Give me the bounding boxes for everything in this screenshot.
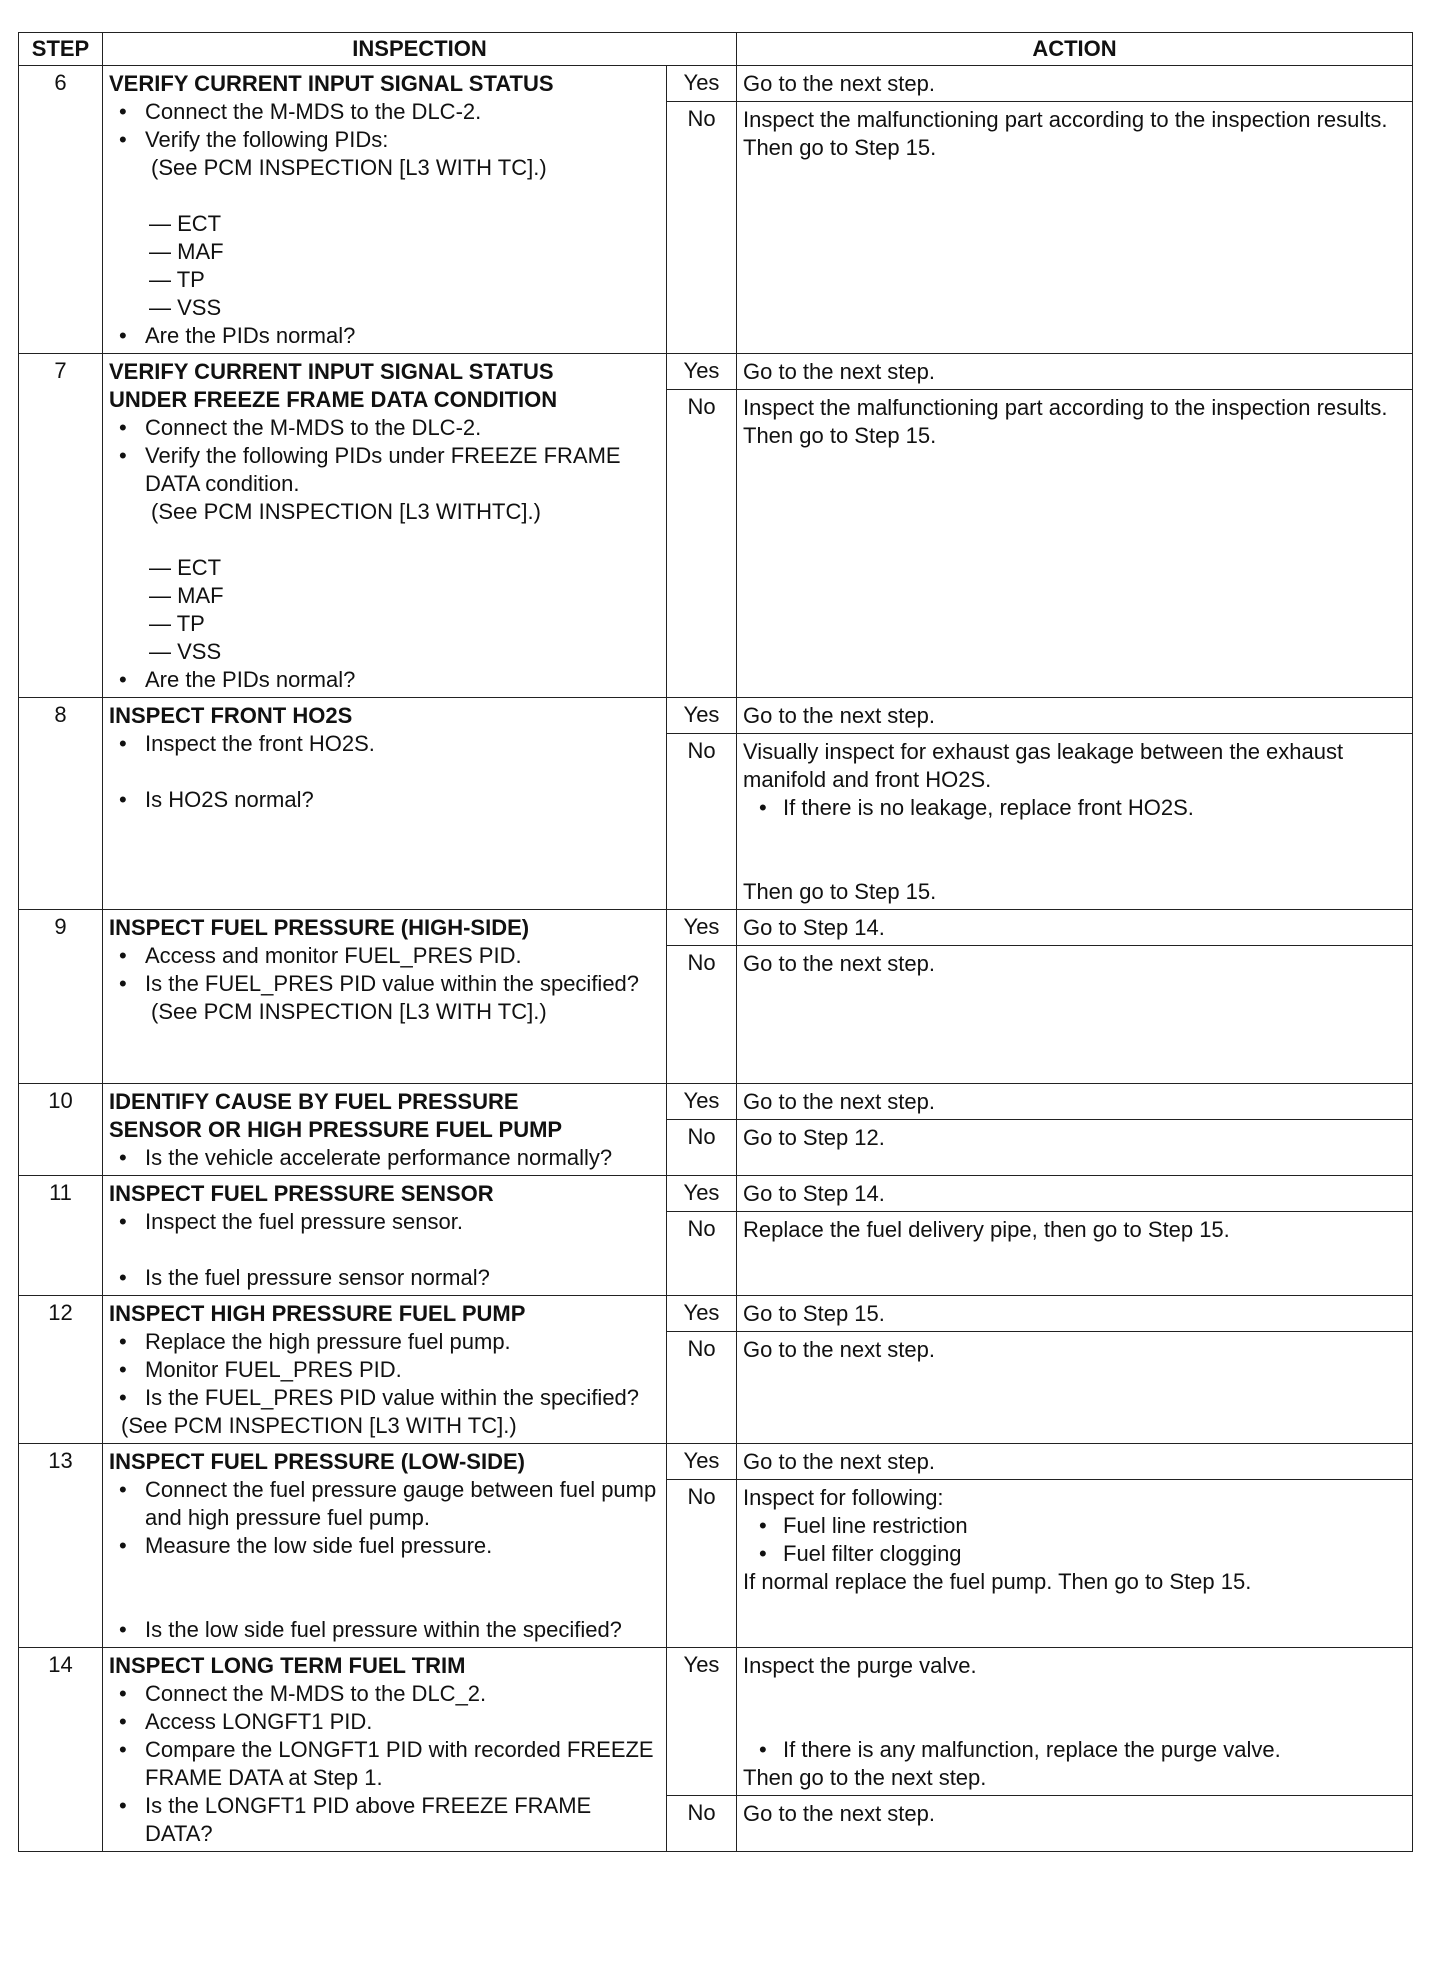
action-bullet: • Fuel line restriction (783, 1512, 1406, 1540)
step-6-inspection (103, 66, 667, 354)
action-no: Inspect the malfunctioning part according to the inspection results. Then go to Step 15. (737, 102, 1413, 354)
answer-yes: Yes (667, 354, 737, 390)
answer-yes: Yes (667, 910, 737, 946)
action-no: Inspect the malfunctioning part according to the inspection results. Then go to Step 15. (737, 390, 1413, 698)
pid-item: — ECT (149, 211, 222, 236)
step-number: 13 (19, 1444, 103, 1648)
step-12-inspection (103, 1296, 667, 1444)
inspection-question: • Are the PIDs normal? (145, 322, 660, 350)
answer-yes: Yes (667, 1084, 737, 1120)
inspection-bullet: • Verify the following PIDs: (See PCM INSPECTION [L3 WITH TC].) (145, 126, 660, 182)
action-yes: Go to Step 15. (737, 1296, 1413, 1332)
step-number: 11 (19, 1176, 103, 1296)
reference-note: (See PCM INSPECTION [L3 WITH TC].) (121, 1413, 517, 1438)
action-no: Go to the next step. (737, 1332, 1413, 1444)
action-bullet: • If there is no leakage, replace front HO2S. (783, 794, 1406, 822)
step-number: 10 (19, 1084, 103, 1176)
step-title: INSPECT FRONT HO2S (109, 703, 353, 728)
answer-yes: Yes (667, 66, 737, 102)
action-yes: Inspect the purge valve. • If there is any malfunction, replace the purge valve. Then go to the next step. (737, 1648, 1413, 1796)
inspection-bullet: • Compare the LONGFT1 PID with recorded FREEZE FRAME DATA at Step 1. (145, 1736, 660, 1792)
step-title: INSPECT HIGH PRESSURE FUEL PUMP (109, 1301, 526, 1326)
step-14-inspection (103, 1648, 667, 1852)
action-bullet: • Fuel filter clogging (783, 1540, 1406, 1568)
answer-yes: Yes (667, 1176, 737, 1212)
step-title: IDENTIFY CAUSE BY FUEL PRESSURE (109, 1089, 519, 1114)
answer-no: No (667, 1480, 737, 1648)
step-11-inspection (103, 1176, 667, 1296)
action-yes: Go to Step 14. (737, 910, 1413, 946)
step-number: 9 (19, 910, 103, 1084)
diagnostic-procedure-table-container (18, 32, 1412, 1852)
answer-no: No (667, 1120, 737, 1176)
reference-note: (See PCM INSPECTION [L3 WITH TC].) (151, 155, 547, 180)
header-action: ACTION (737, 33, 1413, 66)
step-11-yes-row (19, 1176, 1413, 1212)
step-6-yes-row (19, 66, 1413, 102)
step-7-yes-row (19, 354, 1413, 390)
reference-note: (See PCM INSPECTION [L3 WITHTC].) (151, 499, 541, 524)
step-10-inspection (103, 1084, 667, 1176)
reference-note: (See PCM INSPECTION [L3 WITH TC].) (151, 999, 547, 1024)
step-10-yes-row (19, 1084, 1413, 1120)
step-number: 6 (19, 66, 103, 354)
pid-item: — VSS (149, 639, 222, 664)
step-8-inspection (103, 698, 667, 910)
action-no: Go to the next step. (737, 946, 1413, 1084)
answer-yes: Yes (667, 698, 737, 734)
step-8-yes-row (19, 698, 1413, 734)
step-13-yes-row (19, 1444, 1413, 1480)
inspection-bullet: • Access and monitor FUEL_PRES PID. (145, 942, 660, 970)
answer-yes: Yes (667, 1296, 737, 1332)
answer-yes: Yes (667, 1444, 737, 1480)
step-9-inspection (103, 910, 667, 1084)
inspection-question: • Is the vehicle accelerate performance normally? (145, 1144, 660, 1172)
action-no: Go to Step 12. (737, 1120, 1413, 1176)
pid-item: — MAF (149, 583, 224, 608)
inspection-bullet: • Connect the M-MDS to the DLC_2. (145, 1680, 660, 1708)
step-7-inspection (103, 354, 667, 698)
step-title-cont: UNDER FREEZE FRAME DATA CONDITION (109, 387, 558, 412)
inspection-bullet: • Replace the high pressure fuel pump. (145, 1328, 660, 1356)
step-title: INSPECT LONG TERM FUEL TRIM (109, 1653, 466, 1678)
step-number: 12 (19, 1296, 103, 1444)
answer-no: No (667, 1796, 737, 1852)
answer-yes: Yes (667, 1648, 737, 1796)
header-row (19, 33, 1413, 66)
step-14-yes-row (19, 1648, 1413, 1796)
step-title: VERIFY CURRENT INPUT SIGNAL STATUS (109, 71, 554, 96)
inspection-question: • Is the FUEL_PRES PID value within the specified? (145, 1384, 660, 1412)
inspection-bullet: • Inspect the fuel pressure sensor. (145, 1208, 660, 1236)
action-yes: Go to the next step. (737, 1444, 1413, 1480)
inspection-question: • Is HO2S normal? (145, 786, 660, 814)
action-no: Visually inspect for exhaust gas leakage between the exhaust manifold and front HO2S. • If there is no leakage, replace front HO2S. Then go to Step 15. (737, 734, 1413, 910)
answer-no: No (667, 734, 737, 910)
action-no: Go to the next step. (737, 1796, 1413, 1852)
inspection-bullet: • Connect the fuel pressure gauge between fuel pump and high pressure fuel pump. (145, 1476, 660, 1532)
step-12-yes-row (19, 1296, 1413, 1332)
action-yes: Go to Step 14. (737, 1176, 1413, 1212)
answer-no: No (667, 1332, 737, 1444)
step-title: VERIFY CURRENT INPUT SIGNAL STATUS (109, 359, 554, 384)
action-no: Replace the fuel delivery pipe, then go to Step 15. (737, 1212, 1413, 1296)
step-title: INSPECT FUEL PRESSURE (LOW-SIDE) (109, 1449, 525, 1474)
pid-item: — TP (149, 611, 205, 636)
step-number: 14 (19, 1648, 103, 1852)
diagnostic-procedure-table (18, 32, 1413, 1852)
action-yes: Go to the next step. (737, 1084, 1413, 1120)
inspection-bullet: • Monitor FUEL_PRES PID. (145, 1356, 660, 1384)
action-yes: Go to the next step. (737, 698, 1413, 734)
answer-no: No (667, 1212, 737, 1296)
answer-no: No (667, 390, 737, 698)
inspection-bullet: • Access LONGFT1 PID. (145, 1708, 660, 1736)
inspection-bullet: • Inspect the front HO2S. (145, 730, 660, 758)
inspection-question: • Is the LONGFT1 PID above FREEZE FRAME DATA? (145, 1792, 660, 1848)
step-13-inspection (103, 1444, 667, 1648)
action-yes: Go to the next step. (737, 354, 1413, 390)
inspection-bullet: • Connect the M-MDS to the DLC-2. (145, 414, 660, 442)
pid-item: — TP (149, 267, 205, 292)
header-inspection: INSPECTION (103, 33, 737, 66)
inspection-question: • Is the low side fuel pressure within the specified? (145, 1616, 660, 1644)
inspection-bullet: • Connect the M-MDS to the DLC-2. (145, 98, 660, 126)
step-title-cont: SENSOR OR HIGH PRESSURE FUEL PUMP (109, 1117, 563, 1142)
step-9-yes-row (19, 910, 1413, 946)
inspection-question: • Are the PIDs normal? (145, 666, 660, 694)
step-title: INSPECT FUEL PRESSURE SENSOR (109, 1181, 494, 1206)
pid-item: — MAF (149, 239, 224, 264)
step-number: 7 (19, 354, 103, 698)
action-no: Inspect for following: • Fuel line restriction • Fuel filter clogging If normal replace the fuel pump. Then go to Step 15. (737, 1480, 1413, 1648)
step-number: 8 (19, 698, 103, 910)
step-title: INSPECT FUEL PRESSURE (HIGH-SIDE) (109, 915, 530, 940)
action-yes: Go to the next step. (737, 66, 1413, 102)
answer-no: No (667, 946, 737, 1084)
header-step: STEP (19, 33, 103, 66)
inspection-bullet: • Is the FUEL_PRES PID value within the specified? (See PCM INSPECTION [L3 WITH TC].) (145, 970, 660, 1026)
inspection-bullet: • Verify the following PIDs under FREEZE FRAME DATA condition. (See PCM INSPECTION [L3 WITHTC].) (145, 442, 660, 526)
answer-no: No (667, 102, 737, 354)
inspection-bullet: • Measure the low side fuel pressure. (145, 1532, 660, 1560)
pid-item: — VSS (149, 295, 222, 320)
inspection-question: • Is the fuel pressure sensor normal? (145, 1264, 660, 1292)
action-bullet: • If there is any malfunction, replace the purge valve. (783, 1736, 1406, 1764)
pid-item: — ECT (149, 555, 222, 580)
